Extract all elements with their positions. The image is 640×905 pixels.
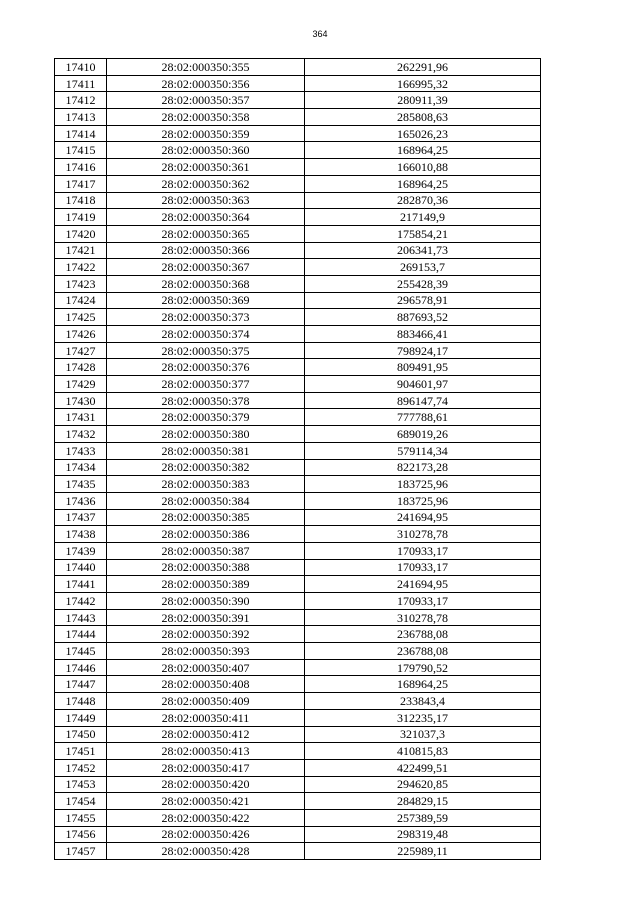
cadastral-number-cell: 28:02:000350:374 [107,326,305,343]
value-cell: 410815,83 [305,743,541,760]
table-row [55,542,541,559]
value-cell: 269153,7 [305,259,541,276]
table-row [55,459,541,476]
row-number-cell: 17413 [55,109,107,126]
cadastral-number-cell: 28:02:000350:378 [107,392,305,409]
row-number-cell: 17447 [55,676,107,693]
table-row [55,643,541,660]
row-number-cell: 17446 [55,659,107,676]
value-cell: 225989,11 [305,843,541,860]
table-row [55,492,541,509]
value-cell: 183725,96 [305,492,541,509]
table-row [55,676,541,693]
value-cell: 233843,4 [305,693,541,710]
row-number-cell: 17439 [55,542,107,559]
cadastral-number-cell: 28:02:000350:386 [107,526,305,543]
cadastral-number-cell: 28:02:000350:428 [107,843,305,860]
cadastral-number-cell: 28:02:000350:411 [107,709,305,726]
table-row [55,75,541,92]
cadastral-number-cell: 28:02:000350:413 [107,743,305,760]
cadastral-number-cell: 28:02:000350:393 [107,643,305,660]
cadastral-number-cell: 28:02:000350:355 [107,59,305,76]
cadastral-number-cell: 28:02:000350:385 [107,509,305,526]
value-cell: 175854,21 [305,225,541,242]
value-cell: 312235,17 [305,709,541,726]
value-cell: 170933,17 [305,559,541,576]
row-number-cell: 17453 [55,776,107,793]
row-number-cell: 17449 [55,709,107,726]
row-number-cell: 17420 [55,225,107,242]
table-row [55,242,541,259]
row-number-cell: 17411 [55,75,107,92]
row-number-cell: 17429 [55,376,107,393]
table-row [55,192,541,209]
table-row [55,292,541,309]
row-number-cell: 17410 [55,59,107,76]
row-number-cell: 17416 [55,159,107,176]
table-row [55,259,541,276]
value-cell: 296578,91 [305,292,541,309]
row-number-cell: 17438 [55,526,107,543]
cadastral-number-cell: 28:02:000350:407 [107,659,305,676]
table-row [55,326,541,343]
row-number-cell: 17440 [55,559,107,576]
cadastral-number-cell: 28:02:000350:358 [107,109,305,126]
row-number-cell: 17432 [55,426,107,443]
table-row [55,626,541,643]
row-number-cell: 17426 [55,326,107,343]
table-row [55,609,541,626]
cadastral-number-cell: 28:02:000350:387 [107,542,305,559]
cadastral-number-cell: 28:02:000350:426 [107,826,305,843]
cadastral-number-cell: 28:02:000350:390 [107,593,305,610]
value-cell: 170933,17 [305,542,541,559]
cadastral-number-cell: 28:02:000350:382 [107,459,305,476]
value-cell: 241694,95 [305,509,541,526]
row-number-cell: 17424 [55,292,107,309]
cadastral-number-cell: 28:02:000350:376 [107,359,305,376]
table-row [55,559,541,576]
row-number-cell: 17415 [55,142,107,159]
value-cell: 257389,59 [305,809,541,826]
cadastral-number-cell: 28:02:000350:373 [107,309,305,326]
row-number-cell: 17436 [55,492,107,509]
cadastral-number-cell: 28:02:000350:412 [107,726,305,743]
table-row [55,209,541,226]
cadastral-number-cell: 28:02:000350:383 [107,476,305,493]
value-cell: 798924,17 [305,342,541,359]
cadastral-number-cell: 28:02:000350:392 [107,626,305,643]
cadastral-number-cell: 28:02:000350:388 [107,559,305,576]
value-cell: 298319,48 [305,826,541,843]
row-number-cell: 17428 [55,359,107,376]
table-row [55,376,541,393]
value-cell: 165026,23 [305,125,541,142]
row-number-cell: 17431 [55,409,107,426]
value-cell: 241694,95 [305,576,541,593]
cadastral-number-cell: 28:02:000350:422 [107,809,305,826]
value-cell: 809491,95 [305,359,541,376]
value-cell: 579114,34 [305,442,541,459]
row-number-cell: 17421 [55,242,107,259]
row-number-cell: 17418 [55,192,107,209]
value-cell: 310278,78 [305,526,541,543]
value-cell: 179790,52 [305,659,541,676]
row-number-cell: 17456 [55,826,107,843]
row-number-cell: 17444 [55,626,107,643]
table-row [55,526,541,543]
row-number-cell: 17455 [55,809,107,826]
cadastral-number-cell: 28:02:000350:363 [107,192,305,209]
table-row [55,409,541,426]
table-row [55,776,541,793]
row-number-cell: 17419 [55,209,107,226]
table-row [55,793,541,810]
value-cell: 168964,25 [305,175,541,192]
value-cell: 168964,25 [305,142,541,159]
value-cell: 689019,26 [305,426,541,443]
cadastral-value-table [54,58,541,860]
table-row [55,392,541,409]
table-row [55,359,541,376]
table-row [55,159,541,176]
value-cell: 321037,3 [305,726,541,743]
row-number-cell: 17412 [55,92,107,109]
row-number-cell: 17414 [55,125,107,142]
value-cell: 422499,51 [305,759,541,776]
cadastral-number-cell: 28:02:000350:381 [107,442,305,459]
table-row [55,309,541,326]
row-number-cell: 17457 [55,843,107,860]
cadastral-number-cell: 28:02:000350:361 [107,159,305,176]
table-row [55,593,541,610]
page-number: 364 [312,29,328,39]
table-row [55,342,541,359]
table-row [55,759,541,776]
value-cell: 904601,97 [305,376,541,393]
row-number-cell: 17443 [55,609,107,626]
row-number-cell: 17451 [55,743,107,760]
row-number-cell: 17437 [55,509,107,526]
cadastral-number-cell: 28:02:000350:369 [107,292,305,309]
table-row [55,125,541,142]
row-number-cell: 17452 [55,759,107,776]
cadastral-number-cell: 28:02:000350:408 [107,676,305,693]
row-number-cell: 17417 [55,175,107,192]
value-cell: 236788,08 [305,643,541,660]
value-cell: 166010,88 [305,159,541,176]
table-row [55,59,541,76]
table-row [55,175,541,192]
row-number-cell: 17434 [55,459,107,476]
value-cell: 166995,32 [305,75,541,92]
value-cell: 282870,36 [305,192,541,209]
row-number-cell: 17450 [55,726,107,743]
value-cell: 280911,39 [305,92,541,109]
value-cell: 255428,39 [305,275,541,292]
row-number-cell: 17427 [55,342,107,359]
cadastral-number-cell: 28:02:000350:377 [107,376,305,393]
value-cell: 887693,52 [305,309,541,326]
value-cell: 262291,96 [305,59,541,76]
value-cell: 206341,73 [305,242,541,259]
table-row [55,709,541,726]
row-number-cell: 17445 [55,643,107,660]
table-row [55,426,541,443]
cadastral-number-cell: 28:02:000350:380 [107,426,305,443]
cadastral-number-cell: 28:02:000350:389 [107,576,305,593]
table-row [55,142,541,159]
cadastral-number-cell: 28:02:000350:417 [107,759,305,776]
row-number-cell: 17448 [55,693,107,710]
value-cell: 285808,63 [305,109,541,126]
table-body [55,59,541,860]
row-number-cell: 17422 [55,259,107,276]
cadastral-number-cell: 28:02:000350:421 [107,793,305,810]
cadastral-number-cell: 28:02:000350:420 [107,776,305,793]
cadastral-number-cell: 28:02:000350:364 [107,209,305,226]
value-cell: 168964,25 [305,676,541,693]
row-number-cell: 17435 [55,476,107,493]
cadastral-number-cell: 28:02:000350:359 [107,125,305,142]
table-row [55,225,541,242]
table-row [55,826,541,843]
table-row [55,843,541,860]
table-row [55,109,541,126]
table-row [55,509,541,526]
table-row [55,659,541,676]
cadastral-number-cell: 28:02:000350:365 [107,225,305,242]
value-cell: 294620,85 [305,776,541,793]
cadastral-number-cell: 28:02:000350:362 [107,175,305,192]
cadastral-number-cell: 28:02:000350:384 [107,492,305,509]
table-row [55,576,541,593]
table-row [55,275,541,292]
value-cell: 183725,96 [305,476,541,493]
table-row [55,809,541,826]
value-cell: 777788,61 [305,409,541,426]
table-row [55,476,541,493]
cadastral-number-cell: 28:02:000350:366 [107,242,305,259]
row-number-cell: 17433 [55,442,107,459]
cadastral-number-cell: 28:02:000350:391 [107,609,305,626]
cadastral-number-cell: 28:02:000350:360 [107,142,305,159]
value-cell: 236788,08 [305,626,541,643]
cadastral-number-cell: 28:02:000350:375 [107,342,305,359]
table-row [55,743,541,760]
cadastral-number-cell: 28:02:000350:379 [107,409,305,426]
row-number-cell: 17430 [55,392,107,409]
cadastral-number-cell: 28:02:000350:367 [107,259,305,276]
row-number-cell: 17423 [55,275,107,292]
row-number-cell: 17454 [55,793,107,810]
row-number-cell: 17425 [55,309,107,326]
row-number-cell: 17442 [55,593,107,610]
value-cell: 310278,78 [305,609,541,626]
value-cell: 883466,41 [305,326,541,343]
row-number-cell: 17441 [55,576,107,593]
value-cell: 217149,9 [305,209,541,226]
cadastral-number-cell: 28:02:000350:357 [107,92,305,109]
cadastral-number-cell: 28:02:000350:356 [107,75,305,92]
table-row [55,726,541,743]
cadastral-number-cell: 28:02:000350:368 [107,275,305,292]
table-row [55,442,541,459]
value-cell: 284829,15 [305,793,541,810]
value-cell: 170933,17 [305,593,541,610]
value-cell: 896147,74 [305,392,541,409]
value-cell: 822173,28 [305,459,541,476]
table-row [55,693,541,710]
cadastral-number-cell: 28:02:000350:409 [107,693,305,710]
table-row [55,92,541,109]
